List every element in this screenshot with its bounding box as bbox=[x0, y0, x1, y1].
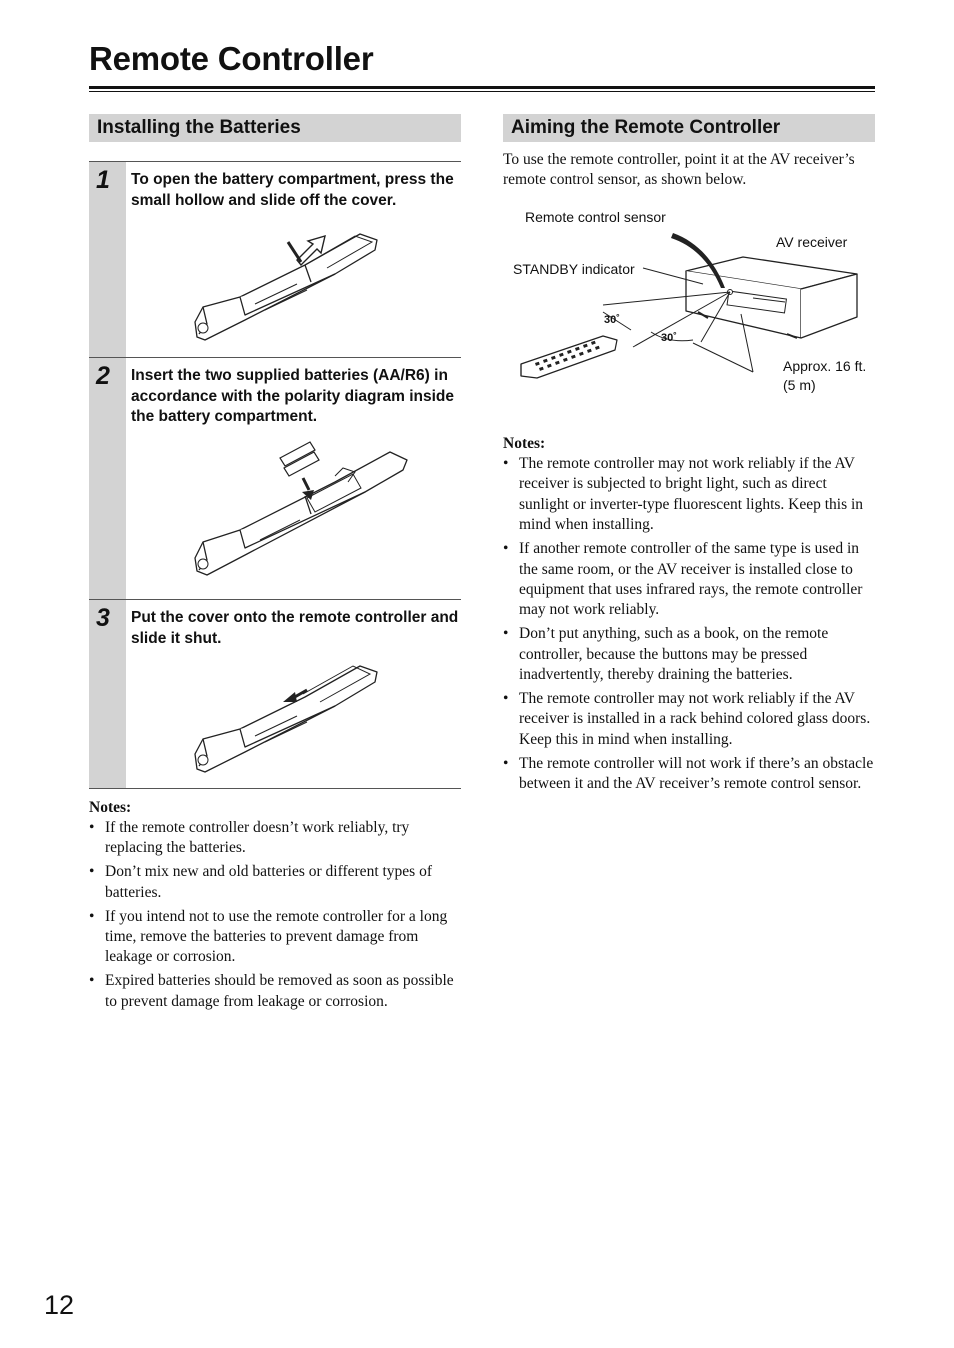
notes-list bbox=[503, 454, 875, 798]
remote-sensor-label: Remote control sensor bbox=[525, 209, 666, 225]
step-number: 2 bbox=[96, 362, 110, 390]
note-item: • If another remote controller of the same type is used in the same room, or the AV receiver is installed close to equipment that uses infrared rays, the remote controller may not work reliably. bbox=[503, 540, 863, 619]
notes-heading: Notes: bbox=[503, 435, 546, 452]
av-receiver-label: AV receiver bbox=[776, 234, 848, 250]
step-number: 3 bbox=[96, 604, 110, 632]
step-2 bbox=[89, 357, 461, 600]
notes-list bbox=[89, 818, 461, 1016]
distance-label-line1: Approx. 16 ft. bbox=[783, 358, 867, 374]
step-number: 1 bbox=[96, 166, 110, 194]
angle-label: 30˚ bbox=[661, 332, 677, 344]
standby-indicator-label: STANDBY indicator bbox=[513, 261, 635, 277]
section-heading-aiming-remote: Aiming the Remote Controller bbox=[503, 114, 875, 142]
page-title: Remote Controller bbox=[89, 40, 374, 77]
note-item: • Don’t mix new and old batteries or different types of batteries. bbox=[89, 863, 432, 901]
aiming-diagram bbox=[503, 200, 875, 410]
angle-label: 30˚ bbox=[604, 314, 620, 326]
note-item: • Don’t put anything, such as a book, on the remote controller, because the buttons may be pressed inadvertently, thereby draining the batteries. bbox=[503, 625, 829, 684]
step-text: Insert the two supplied batteries (AA/R6) in accordance with the polarity diagram inside the battery compartment. bbox=[131, 367, 455, 425]
aiming-diagram-illustration bbox=[503, 200, 875, 410]
step-3 bbox=[89, 599, 461, 789]
step-text: Put the cover onto the remote controller and slide it shut. bbox=[131, 609, 459, 647]
step-1 bbox=[89, 161, 461, 358]
step-text: To open the battery compartment, press the small hollow and slide off the cover. bbox=[131, 171, 454, 209]
note-item: • If you intend not to use the remote controller for a long time, remove the batteries to prevent damage from leakage or corrosion. bbox=[89, 907, 448, 966]
page-number: 12 bbox=[44, 1290, 75, 1320]
title-rule-thin bbox=[89, 91, 875, 92]
step-number-column bbox=[89, 358, 126, 600]
note-item: • The remote controller will not work if there’s an obstacle between it and the AV receiver’s remote control sensor. bbox=[503, 754, 874, 793]
remote-cover-close-illustration bbox=[185, 654, 385, 778]
note-item: • Expired batteries should be removed as soon as possible to prevent damage from leakage or corrosion. bbox=[89, 972, 454, 1010]
note-item: • If the remote controller doesn’t work reliably, try replacing the batteries. bbox=[89, 819, 410, 857]
remote-cover-open-illustration bbox=[185, 222, 385, 347]
battery-insertion-illustration bbox=[185, 430, 415, 582]
distance-label-line2: (5 m) bbox=[783, 377, 816, 393]
title-rule bbox=[89, 86, 875, 89]
note-item: • The remote controller may not work reliably if the AV receiver is installed in a rack behind colored glass doors. Keep this in mind when installing. bbox=[503, 689, 871, 748]
intro-paragraph: To use the remote controller, point it at the AV receiver’s remote control sensor, as shown below. bbox=[503, 151, 855, 189]
section-heading-installing-batteries: Installing the Batteries bbox=[89, 114, 461, 142]
notes-heading: Notes: bbox=[89, 799, 132, 816]
note-item: • The remote controller may not work reliably if the AV receiver is subjected to bright light, such as direct sunlight or inverter-type fluorescent lights. Keep this in mind when installing. bbox=[503, 455, 864, 534]
